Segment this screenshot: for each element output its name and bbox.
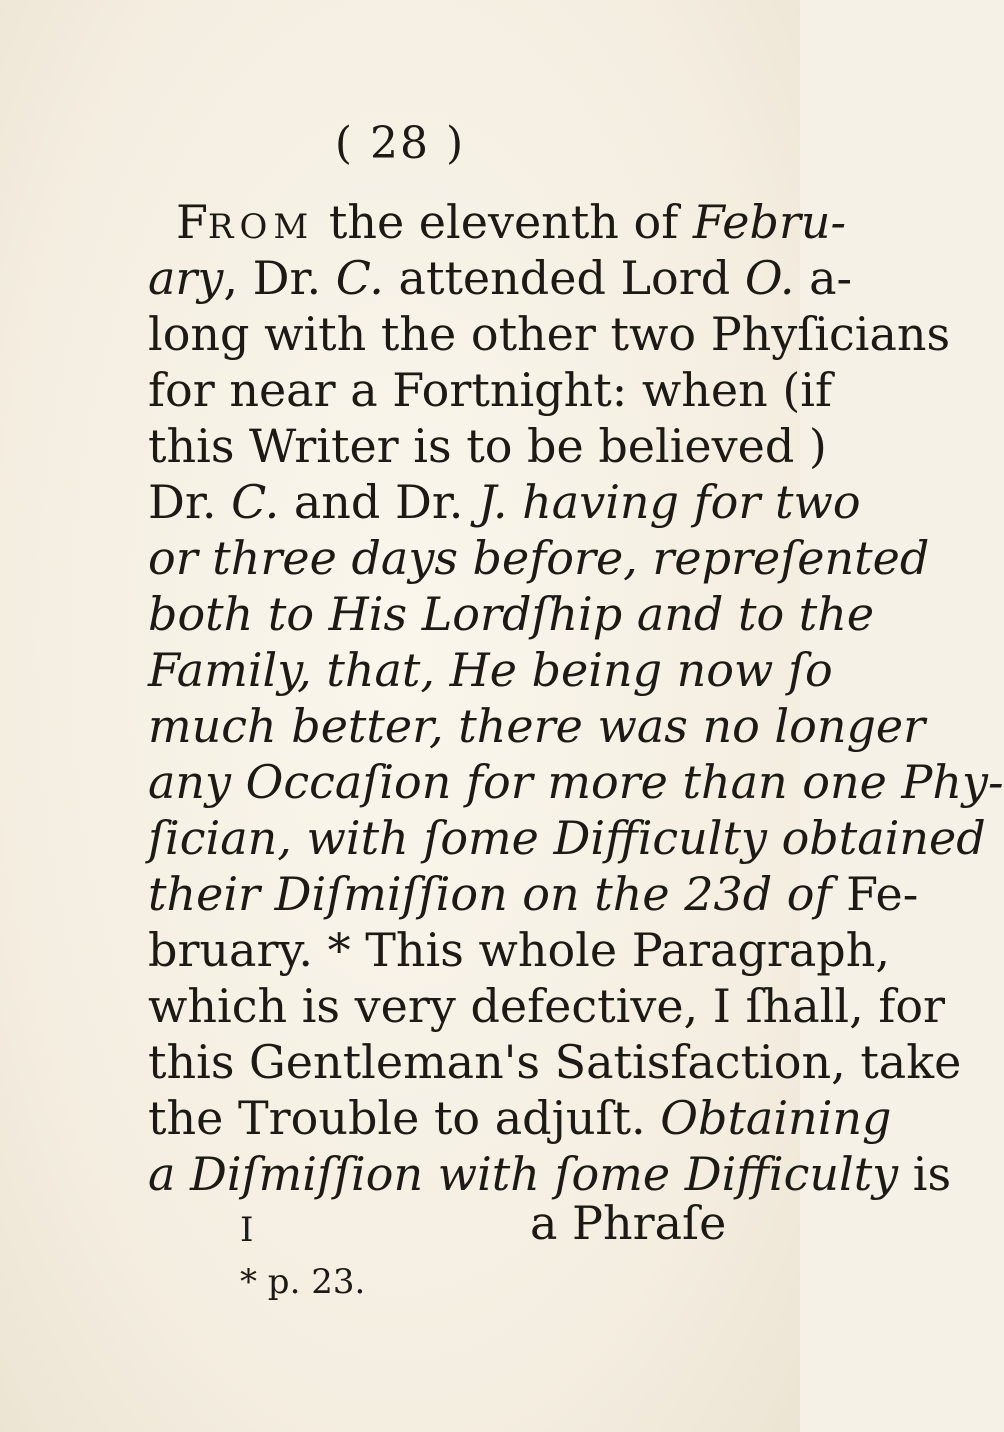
signature-mark: I bbox=[240, 1210, 254, 1250]
text-line: ſician, with ſome Difficulty obtained bbox=[148, 811, 986, 865]
text-line: this Gentleman's Satisfaction, take bbox=[148, 1035, 962, 1089]
catchword: a Phraſe bbox=[530, 1196, 727, 1250]
text-line: their Diſmiſſion on the 23d of Fe- bbox=[148, 867, 919, 921]
text-line: FROM the eleventh of Febru- bbox=[176, 195, 847, 249]
text-line: long with the other two Phyſicians bbox=[148, 307, 951, 361]
text-line: Dr. C. and Dr. J. having for two bbox=[148, 475, 861, 529]
text-line: or three days before, repreſented bbox=[148, 531, 930, 585]
page-number: ( 28 ) bbox=[334, 118, 466, 169]
text-line: a Diſmiſſion with ſome Difficulty is bbox=[148, 1147, 952, 1201]
text-line: any Occaſion for more than one Phy- bbox=[148, 755, 1004, 809]
text-line: the Trouble to adjuſt. Obtaining bbox=[148, 1091, 892, 1145]
text-line: Family, that, He being now ſo bbox=[148, 643, 833, 697]
footnote: * p. 23. bbox=[240, 1262, 366, 1302]
text-line: ary, Dr. C. attended Lord O. a- bbox=[148, 251, 853, 305]
text-line: bruary. * This whole Paragraph, bbox=[148, 923, 890, 977]
text-line: much better, there was no longer bbox=[148, 699, 926, 753]
text-line: which is very defective, I ſhall, for bbox=[148, 979, 946, 1033]
text-line: for near a Fortnight: when (if bbox=[148, 363, 833, 417]
text-line: this Writer is to be believed ) bbox=[148, 419, 827, 473]
text-line: both to His Lordſhip and to the bbox=[148, 587, 875, 641]
